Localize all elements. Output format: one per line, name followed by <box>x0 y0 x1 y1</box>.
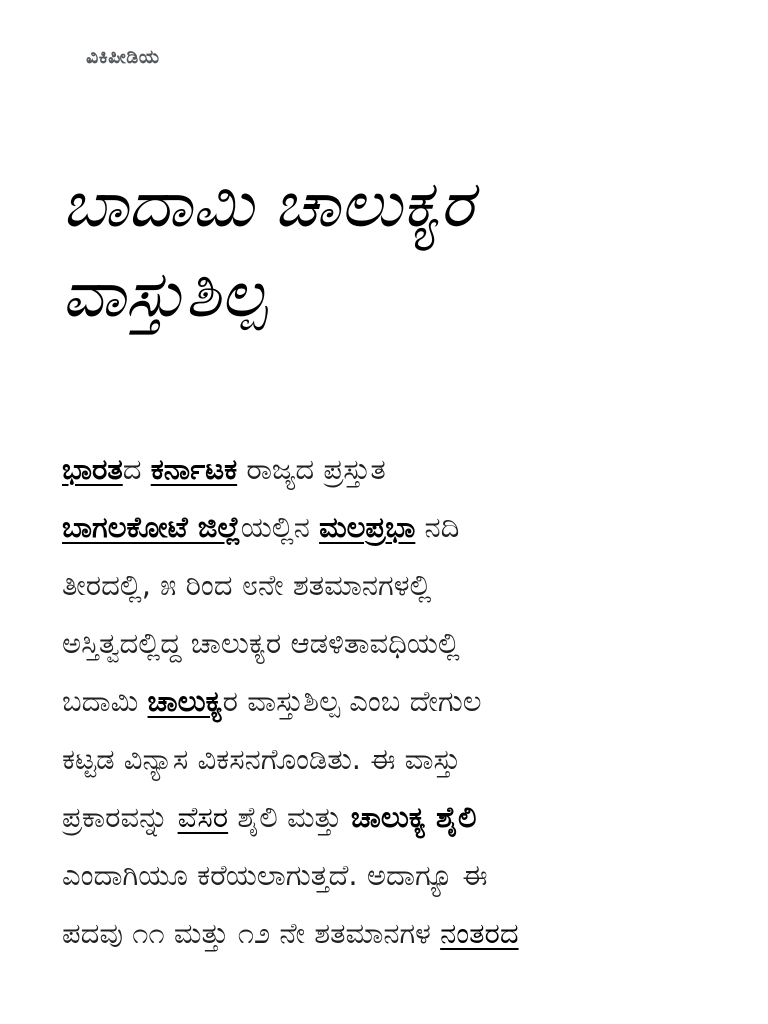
page-title-line-1: ಬಾದಾಮಿ ಚಾಲುಕ್ಯರ <box>62 168 474 242</box>
paragraph-line <box>62 788 742 846</box>
text-segment: ನದಿ <box>415 510 460 544</box>
text-segment: ಪ್ರಕಾರವನ್ನು <box>62 800 178 834</box>
paragraph-line: ಎಂದಾಗಿಯೂ ಕರೆಯಲಾಗುತ್ತದೆ. ಅದಾಗ್ಯೂ ಈ <box>62 858 488 892</box>
text-segment: ದ <box>122 452 151 486</box>
paragraph-line <box>62 498 742 556</box>
text-segment: ರಾಜ್ಯದ ಪ್ರಸ್ತುತ <box>237 452 386 486</box>
text-segment: ರ ವಾಸ್ತುಶಿಲ್ಪ ಎಂಬ ದೇಗುಲ <box>222 684 482 718</box>
paragraph-line: ಅಸ್ತಿತ್ವದಲ್ಲಿದ್ದ ಚಾಲುಕ್ಯರ ಆಡಳಿತಾವಧಿಯಲ್ಲಿ <box>62 626 460 660</box>
link-bagalkot-district[interactable]: ಬಾಗಲಕೋಟೆ ಜಿಲ್ಲೆ <box>62 510 241 544</box>
link-karnataka[interactable]: ಕರ್ನಾಟಕ <box>150 452 238 486</box>
page-title <box>62 160 702 340</box>
link-bharata[interactable]: ಭಾರತ <box>62 452 123 486</box>
link-vesara[interactable]: ವೆಸರ <box>177 800 229 834</box>
link-later[interactable]: ನಂತರದ <box>440 916 519 950</box>
site-logo-text[interactable]: ವಿಕಿಪೀಡಿಯ <box>86 46 160 68</box>
text-segment: ಯಲ್ಲಿನ <box>240 510 320 544</box>
paragraph-line <box>62 672 742 730</box>
text-segment: ಶೈಲಿ ಮತ್ತು <box>228 800 351 834</box>
page-title-line-2: ವಾಸ್ತುಶಿಲ್ಪ <box>62 258 267 332</box>
text-segment: ಪದವು ೧೧ ಮತ್ತು ೧೨ ನೇ ಶತಮಾನಗಳ <box>62 916 441 950</box>
link-malaprabha[interactable]: ಮಲಪ್ರಭಾ <box>319 510 416 544</box>
article-paragraph <box>62 440 742 962</box>
paragraph-line <box>62 440 742 498</box>
paragraph-line <box>62 904 742 962</box>
paragraph-line: ಕಟ್ಟಡ ವಿನ್ಯಾಸ ವಿಕಸನಗೊಂಡಿತು. ಈ ವಾಸ್ತು <box>62 742 461 776</box>
link-chalukya[interactable]: ಚಾಲುಕ್ಯ <box>147 684 223 718</box>
text-segment: ಬದಾಮಿ <box>62 684 148 718</box>
paragraph-line: ತೀರದಲ್ಲಿ, ೫ ರಿಂದ ೮ನೇ ಶತಮಾನಗಳಲ್ಲಿ <box>62 568 432 602</box>
bold-term-chalukya-style: ಚಾಲುಕ್ಯ ಶೈಲಿ <box>350 800 477 834</box>
